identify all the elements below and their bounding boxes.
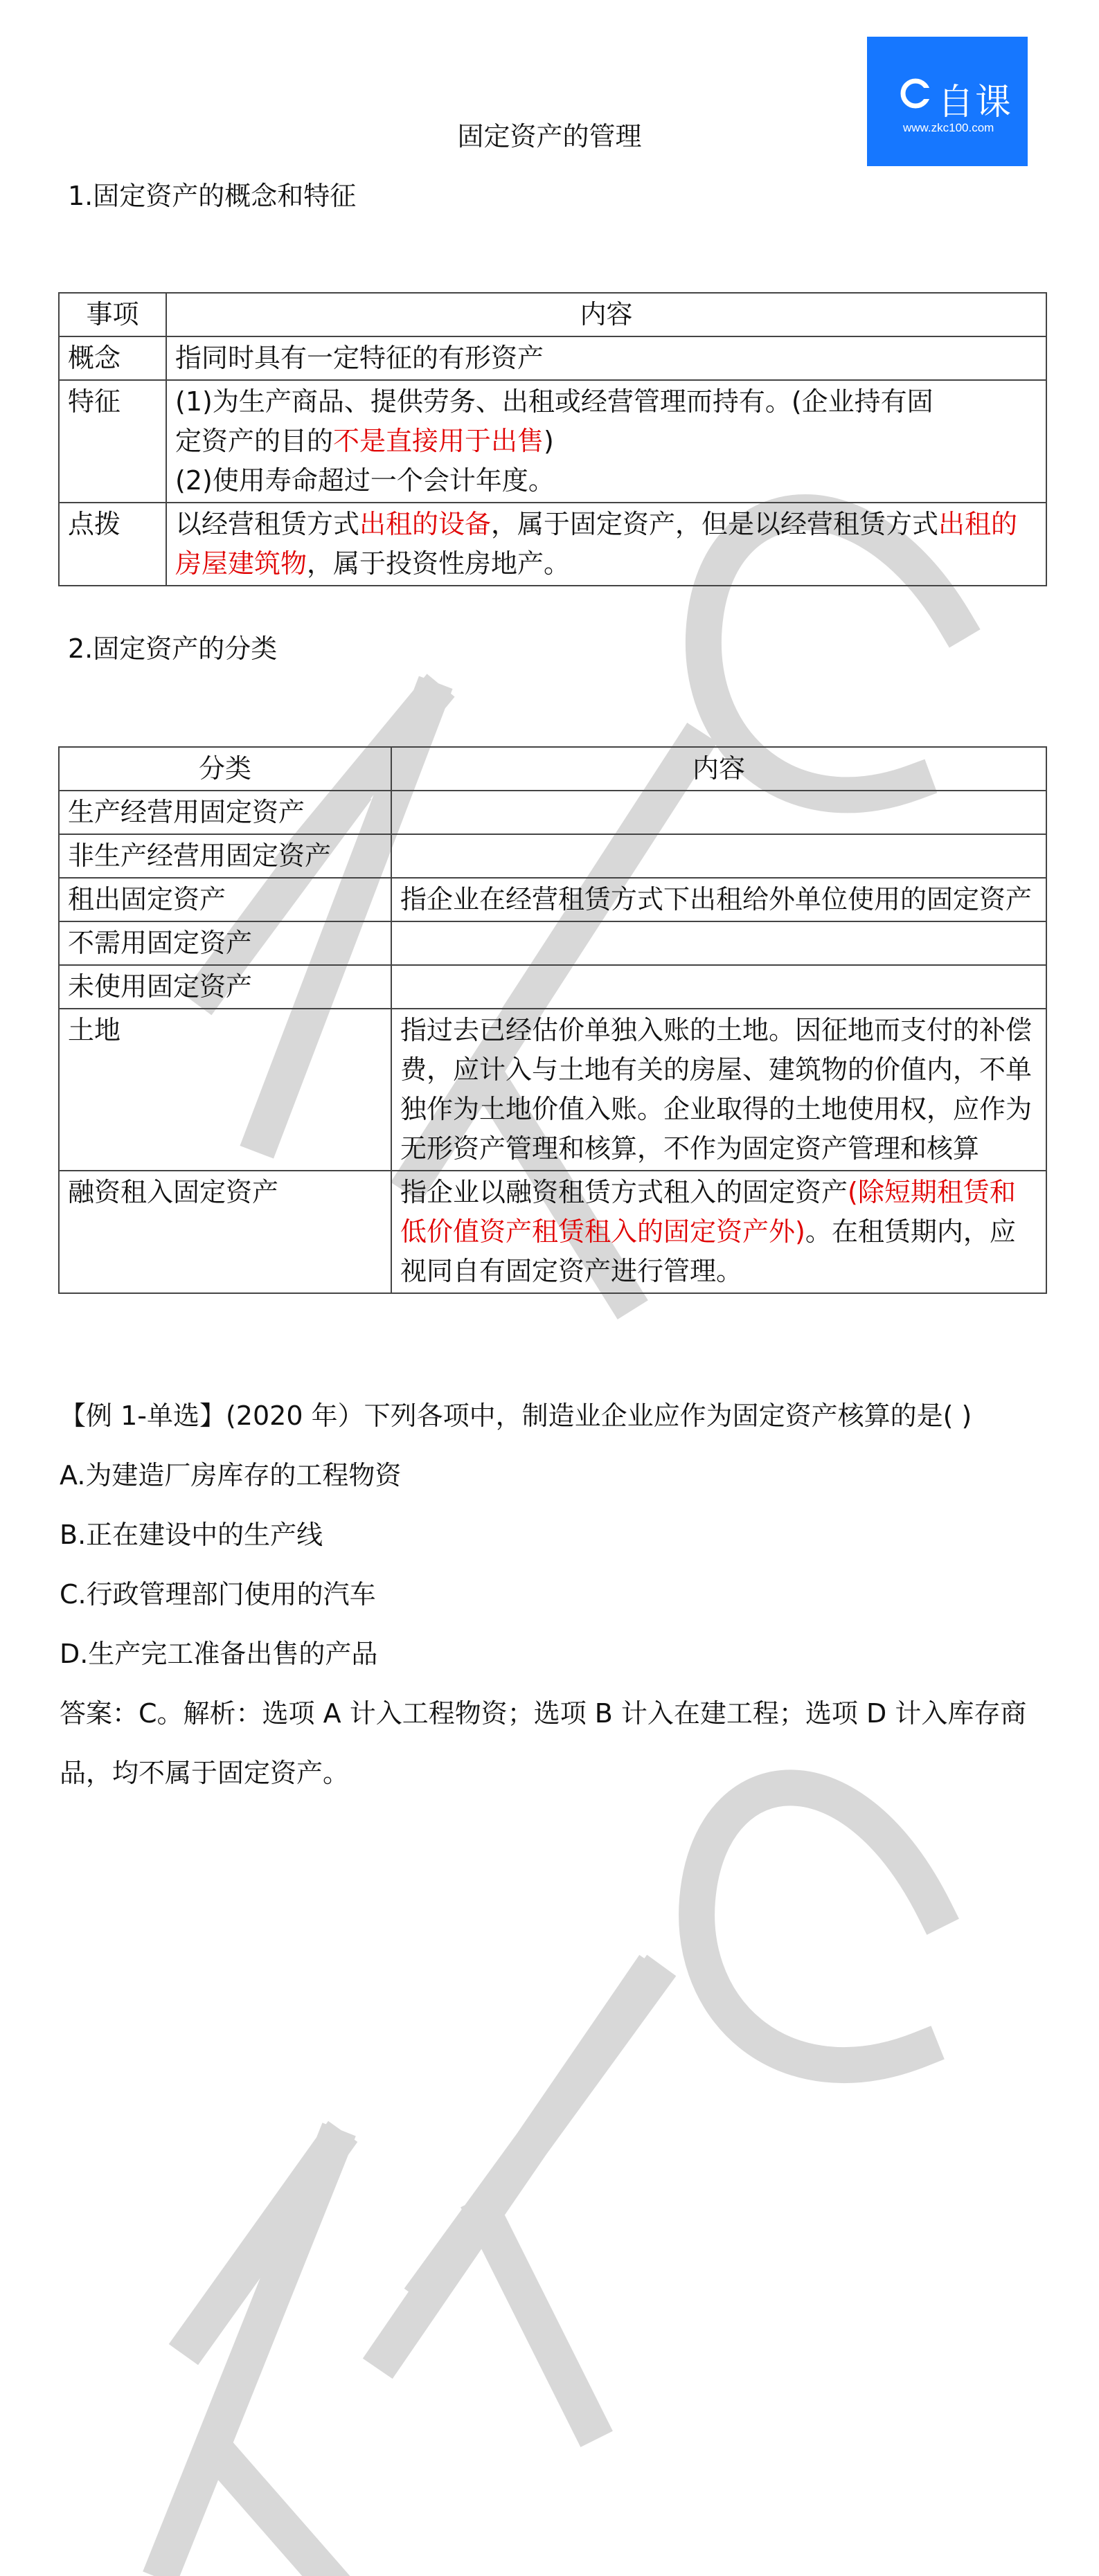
feature-line-1: (1)为生产商品、提供劳务、出租或经营管理而持有。(企业持有固 <box>175 386 933 417</box>
row-label: 非生产经营用固定资产 <box>59 834 391 878</box>
table-header-row <box>59 747 1046 791</box>
tip-text: ，属于投资性房地产。 <box>307 548 571 579</box>
row-label: 融资租入固定资产 <box>59 1171 391 1293</box>
tip-highlight: 出租的房屋建筑物 <box>175 509 1018 579</box>
table-row <box>59 878 1046 921</box>
option-d: D.生产完工准备出售的产品 <box>60 1639 378 1669</box>
lease-text: 。在租赁期内，应视同自有固定资产进行管理。 <box>400 1216 1016 1286</box>
row-label: 不需用固定资产 <box>59 921 391 965</box>
watermark-c-lower <box>697 1787 935 2065</box>
row-label: 未使用固定资产 <box>59 965 391 1009</box>
tip-highlight: 出租的设备 <box>359 509 492 539</box>
row-content: 指同时具有一定特征的有形资产 <box>166 336 1046 380</box>
table-row <box>59 1009 1046 1171</box>
section2-heading: 2.固定资产的分类 <box>68 633 278 664</box>
lease-highlight: (除短期租赁和低价值资产租赁租入的固定资产外) <box>400 1177 1016 1247</box>
row-label: 生产经营用固定资产 <box>59 791 391 834</box>
table-row <box>59 380 1046 503</box>
feature-line-3: (2)使用寿命超过一个会计年度。 <box>175 465 555 496</box>
col-header-item: 事项 <box>59 293 166 336</box>
row-label: 土地 <box>59 1009 391 1171</box>
example-question: 【例 1-单选】(2020 年）下列各项中，制造业企业应作为固定资产核算的是( ) <box>60 1400 972 1431</box>
row-content <box>391 1171 1046 1293</box>
lease-text: 指企业以融资租赁方式租入的固定资产 <box>400 1177 848 1207</box>
row-label: 概念 <box>59 336 166 380</box>
row-label: 点拨 <box>59 503 166 586</box>
classification-table <box>58 746 1047 1294</box>
watermark-k-lower <box>388 1980 651 2423</box>
row-content <box>166 503 1046 586</box>
concept-table <box>58 292 1047 586</box>
table-row <box>59 834 1046 878</box>
row-content <box>391 965 1046 1009</box>
table-row <box>59 921 1046 965</box>
tip-text: ，属于固定资产，但是以经营租赁方式 <box>491 509 939 539</box>
logo-c-icon <box>900 78 931 109</box>
option-c: C.行政管理部门使用的汽车 <box>60 1579 376 1610</box>
page-title: 固定资产的管理 <box>457 121 642 152</box>
col-header-content: 内容 <box>391 747 1046 791</box>
table-row <box>59 791 1046 834</box>
option-a: A.为建造厂房库存的工程物资 <box>60 1460 402 1490</box>
table-row <box>59 965 1046 1009</box>
col-header-content: 内容 <box>166 293 1046 336</box>
logo-url: www.zkc100.com <box>903 121 994 134</box>
feature-line-2 <box>175 422 1037 461</box>
feature-highlight: 不是直接用于出售 <box>333 426 544 456</box>
row-content: 指过去已经估价单独入账的土地。因征地而支付的补偿费，应计入与土地有关的房屋、建筑物的价值内，不单独作为土地价值入账。企业取得的土地使用权，应作为无形资产管理和核算，不作为固定资产管理和核算 <box>391 1009 1046 1171</box>
row-content <box>391 791 1046 834</box>
answer-text: 答案：C。解析：选项 A 计入工程物资；选项 B 计入在建工程；选项 D 计入库存商品，均不属于固定资产。 <box>60 1698 1027 1788</box>
col-header-category: 分类 <box>59 747 391 791</box>
logo-name: 自课 <box>938 82 1013 123</box>
table-header-row <box>59 293 1046 336</box>
brand-logo <box>867 37 1028 166</box>
row-content <box>391 834 1046 878</box>
tip-text: 以经营租赁方式 <box>175 509 360 539</box>
row-label: 特征 <box>59 380 166 503</box>
row-content <box>391 921 1046 965</box>
watermark-z-lower <box>166 2146 332 2575</box>
option-b: B.正在建设中的生产线 <box>60 1520 323 1550</box>
table-row <box>59 336 1046 380</box>
row-content: 指企业在经营租赁方式下出租给外单位使用的固定资产 <box>391 878 1046 921</box>
row-label: 租出固定资产 <box>59 878 391 921</box>
section1-heading: 1.固定资产的概念和特征 <box>68 181 357 211</box>
table-row <box>59 1171 1046 1293</box>
feature-text: 定资产的目的 <box>175 426 334 456</box>
example-block <box>60 1386 1050 1803</box>
table-row <box>59 503 1046 586</box>
row-content <box>166 380 1046 503</box>
feature-text: ) <box>544 426 554 456</box>
